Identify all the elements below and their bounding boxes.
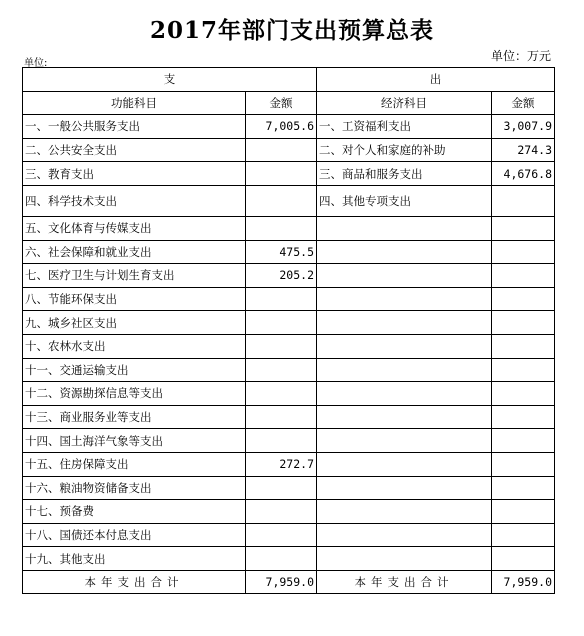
econ-amount-cell <box>492 358 555 382</box>
table-row <box>23 287 555 311</box>
table-row <box>23 382 555 406</box>
total-label-func: 本年支出合计 <box>23 570 246 594</box>
econ-cell <box>317 311 492 335</box>
func-amount-cell <box>246 476 317 500</box>
func-amount-cell <box>246 216 317 240</box>
func-cell: 十五、住房保障支出 <box>23 452 246 476</box>
econ-amount-cell <box>492 382 555 406</box>
econ-amount-cell <box>492 547 555 571</box>
econ-amount-cell <box>492 185 555 216</box>
econ-amount-cell <box>492 311 555 335</box>
econ-cell <box>317 358 492 382</box>
econ-amount-cell <box>492 523 555 547</box>
econ-cell <box>317 547 492 571</box>
econ-cell <box>317 216 492 240</box>
func-cell: 三、教育支出 <box>23 162 246 186</box>
func-cell: 十一、交通运输支出 <box>23 358 246 382</box>
econ-cell <box>317 476 492 500</box>
func-cell: 一、一般公共服务支出 <box>23 115 246 139</box>
func-amount-cell <box>246 162 317 186</box>
econ-cell: 四、其他专项支出 <box>317 185 492 216</box>
econ-cell <box>317 382 492 406</box>
econ-amount-cell <box>492 405 555 429</box>
unit-label-right: 单位：万元 <box>490 49 551 63</box>
econ-amount-cell <box>492 264 555 288</box>
econ-cell <box>317 429 492 453</box>
table-row <box>23 264 555 288</box>
table-row <box>23 547 555 571</box>
econ-cell: 二、对个人和家庭的补助 <box>317 138 492 162</box>
econ-amount-cell <box>492 500 555 524</box>
group-header-left: 支 <box>23 68 317 92</box>
func-cell: 十、农林水支出 <box>23 334 246 358</box>
econ-cell <box>317 405 492 429</box>
table-row <box>23 334 555 358</box>
total-amount-econ: 7,959.0 <box>492 570 555 594</box>
econ-cell <box>317 334 492 358</box>
func-amount-cell: 205.2 <box>246 264 317 288</box>
table-row <box>23 476 555 500</box>
table-row <box>23 216 555 240</box>
func-amount-cell <box>246 405 317 429</box>
econ-cell <box>317 264 492 288</box>
budget-table <box>22 67 555 594</box>
total-row <box>23 570 555 594</box>
econ-cell <box>317 240 492 264</box>
total-label-econ: 本年支出合计 <box>317 570 492 594</box>
func-amount-cell <box>246 523 317 547</box>
func-cell: 十四、国土海洋气象等支出 <box>23 429 246 453</box>
budget-table-body <box>23 68 555 594</box>
group-header-row <box>23 68 555 92</box>
func-amount-cell <box>246 500 317 524</box>
col-header-econ: 经济科目 <box>317 91 492 115</box>
econ-cell: 一、工资福利支出 <box>317 115 492 139</box>
func-cell: 七、医疗卫生与计划生育支出 <box>23 264 246 288</box>
func-amount-cell <box>246 311 317 335</box>
func-cell: 五、文化体育与传媒支出 <box>23 216 246 240</box>
func-amount-cell: 7,005.6 <box>246 115 317 139</box>
econ-amount-cell: 3,007.9 <box>492 115 555 139</box>
func-amount-cell <box>246 547 317 571</box>
table-row <box>23 138 555 162</box>
table-row <box>23 405 555 429</box>
col-header-econ-amount: 金额 <box>492 91 555 115</box>
column-header-row <box>23 91 555 115</box>
table-row <box>23 162 555 186</box>
econ-cell <box>317 500 492 524</box>
group-header-right: 出 <box>317 68 555 92</box>
func-cell: 十六、粮油物资储备支出 <box>23 476 246 500</box>
econ-amount-cell <box>492 429 555 453</box>
total-amount-func: 7,959.0 <box>246 570 317 594</box>
econ-amount-cell: 4,676.8 <box>492 162 555 186</box>
econ-cell <box>317 452 492 476</box>
func-cell: 十八、国债还本付息支出 <box>23 523 246 547</box>
func-cell: 十二、资源勘探信息等支出 <box>23 382 246 406</box>
func-amount-cell <box>246 429 317 453</box>
table-row <box>23 500 555 524</box>
func-cell: 十七、预备费 <box>23 500 246 524</box>
econ-cell <box>317 523 492 547</box>
econ-cell: 三、商品和服务支出 <box>317 162 492 186</box>
unit-label-left: 单位: <box>24 58 48 69</box>
func-amount-cell <box>246 334 317 358</box>
func-cell: 四、科学技术支出 <box>23 185 246 216</box>
econ-amount-cell <box>492 452 555 476</box>
table-row <box>23 240 555 264</box>
func-amount-cell: 475.5 <box>246 240 317 264</box>
table-row <box>23 311 555 335</box>
func-amount-cell <box>246 287 317 311</box>
econ-cell <box>317 287 492 311</box>
col-header-func-amount: 金额 <box>246 91 317 115</box>
func-amount-cell <box>246 358 317 382</box>
econ-amount-cell: 274.3 <box>492 138 555 162</box>
page-title: 2017年部门支出预算总表 <box>149 17 434 44</box>
table-row <box>23 358 555 382</box>
econ-amount-cell <box>492 476 555 500</box>
econ-amount-cell <box>492 216 555 240</box>
func-cell: 六、社会保障和就业支出 <box>23 240 246 264</box>
table-row <box>23 185 555 216</box>
func-amount-cell <box>246 382 317 406</box>
func-cell: 九、城乡社区支出 <box>23 311 246 335</box>
econ-amount-cell <box>492 240 555 264</box>
table-row <box>23 115 555 139</box>
func-amount-cell <box>246 138 317 162</box>
econ-amount-cell <box>492 287 555 311</box>
table-row <box>23 452 555 476</box>
func-cell: 十九、其他支出 <box>23 547 246 571</box>
col-header-func: 功能科目 <box>23 91 246 115</box>
table-row <box>23 429 555 453</box>
func-cell: 二、公共安全支出 <box>23 138 246 162</box>
func-cell: 八、节能环保支出 <box>23 287 246 311</box>
table-row <box>23 523 555 547</box>
func-amount-cell <box>246 185 317 216</box>
econ-amount-cell <box>492 334 555 358</box>
func-cell: 十三、商业服务业等支出 <box>23 405 246 429</box>
func-amount-cell: 272.7 <box>246 452 317 476</box>
